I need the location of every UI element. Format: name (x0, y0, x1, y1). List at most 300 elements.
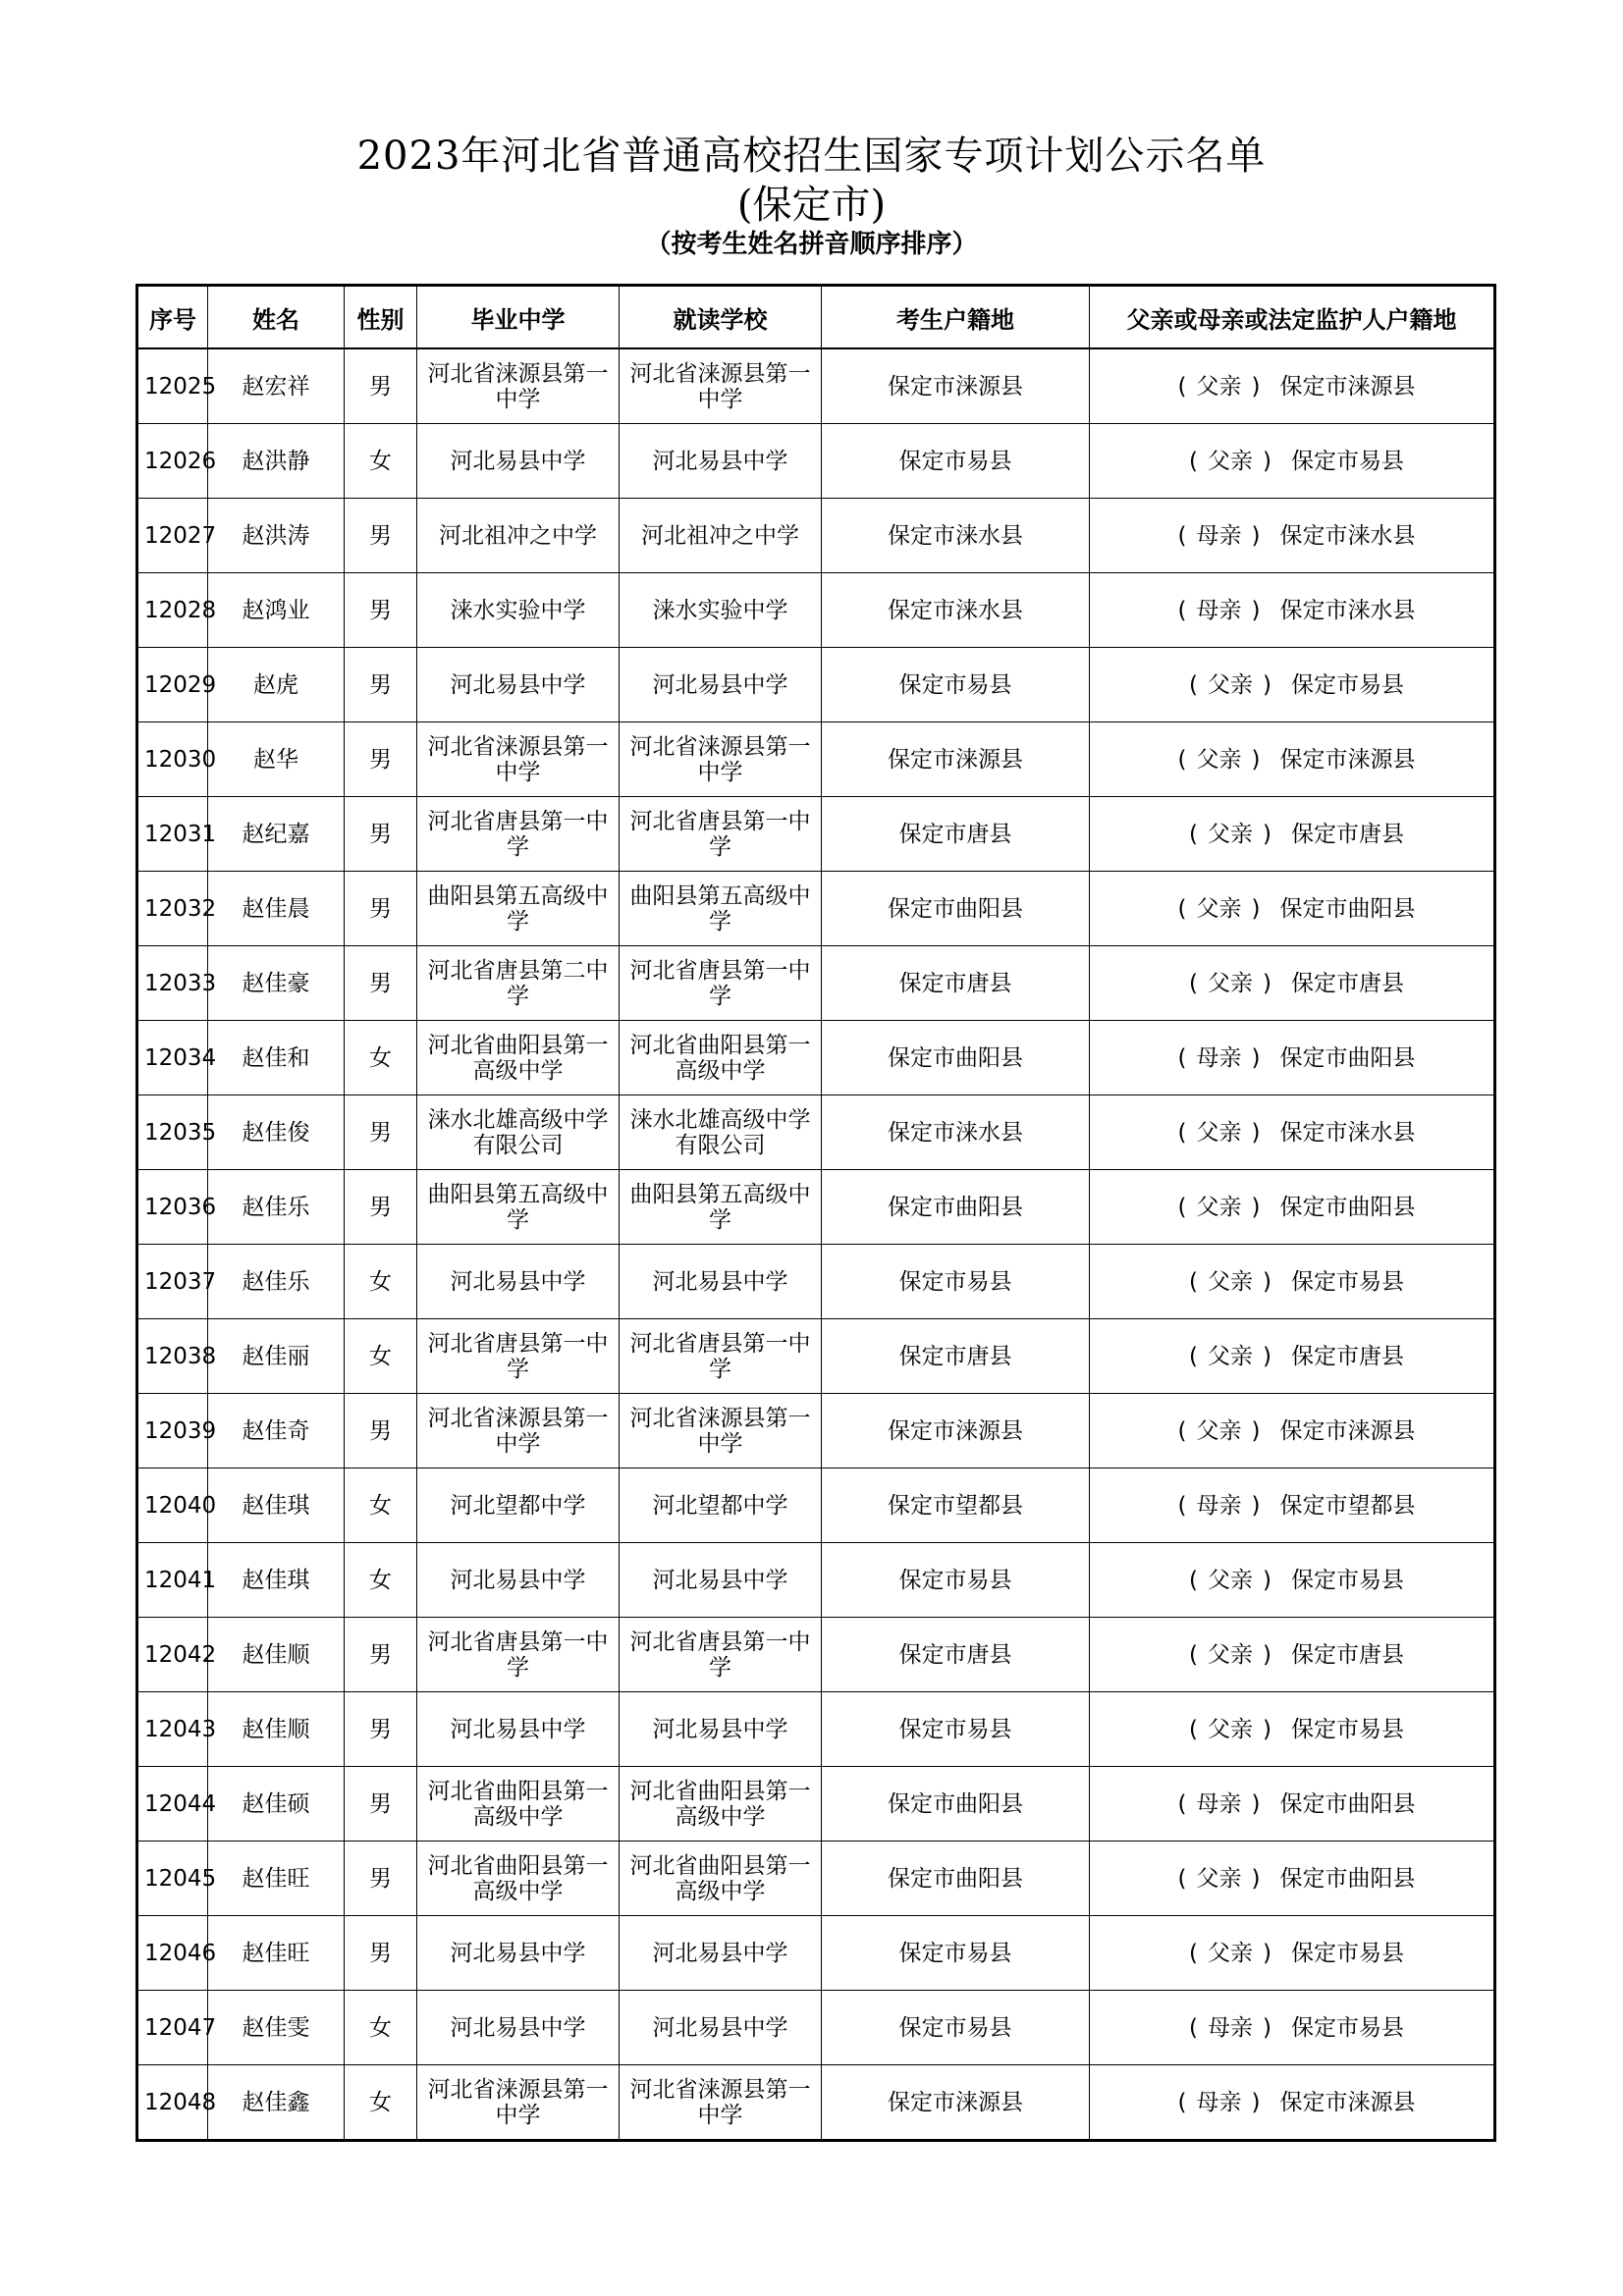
paren-open: ( (1177, 522, 1187, 549)
cell-guardian-residence (1090, 1618, 1495, 1692)
cell-gender: 男 (345, 1842, 417, 1916)
guardian-relation (1168, 1418, 1271, 1444)
cell-no: 12027 (137, 499, 208, 573)
cell-grad-school: 涞水北雄高级中学有限公司 (417, 1095, 620, 1170)
cell-no: 12047 (137, 1991, 208, 2065)
cell-residence: 保定市唐县 (822, 1618, 1090, 1692)
cell-name: 赵洪涛 (208, 499, 345, 573)
header-residence: 考生户籍地 (822, 286, 1090, 349)
table-row (137, 722, 1495, 797)
guardian-relation (1168, 1791, 1271, 1817)
guardian-relation (1179, 1269, 1281, 1295)
guardian-relation-label: 父亲 (1196, 895, 1242, 922)
table-row (137, 348, 1495, 424)
cell-study-school: 河北省曲阳县第一高级中学 (620, 1842, 822, 1916)
guardian-relation-label: 父亲 (1196, 373, 1242, 400)
guardian-residence-label: 保定市唐县 (1290, 970, 1404, 996)
cell-guardian-residence (1090, 722, 1495, 797)
cell-study-school: 河北省涞源县第一中学 (620, 2065, 822, 2141)
cell-residence: 保定市涞水县 (822, 1095, 1090, 1170)
cell-grad-school: 曲阳县第五高级中学 (417, 1170, 620, 1245)
guardian-residence-label: 保定市涞源县 (1279, 2089, 1416, 2115)
guardian-residence-label: 保定市易县 (1290, 671, 1404, 698)
paren-open: ( (1189, 1343, 1198, 1369)
cell-guardian-residence (1090, 424, 1495, 499)
guardian-relation-label: 父亲 (1208, 1567, 1253, 1593)
cell-gender: 男 (345, 573, 417, 648)
paren-close: ) (1251, 1417, 1261, 1444)
header-guardian-residence: 父亲或母亲或法定监护人户籍地 (1090, 286, 1495, 349)
guardian-relation-label: 母亲 (1196, 2089, 1242, 2115)
guardian-relation (1179, 2015, 1281, 2041)
guardian-relation-label: 父亲 (1208, 1268, 1253, 1295)
cell-no: 12025 (137, 348, 208, 424)
cell-name: 赵佳丽 (208, 1319, 345, 1394)
cell-name: 赵鸿业 (208, 573, 345, 648)
cell-guardian-residence (1090, 1767, 1495, 1842)
cell-residence: 保定市易县 (822, 424, 1090, 499)
paren-close: ) (1263, 1268, 1271, 1295)
guardian-relation-label: 父亲 (1208, 1641, 1253, 1668)
paren-close: ) (1251, 1865, 1261, 1892)
cell-residence: 保定市易县 (822, 1916, 1090, 1991)
cell-grad-school: 河北省唐县第二中学 (417, 946, 620, 1021)
guardian-relation (1179, 1717, 1281, 1742)
paren-close: ) (1263, 671, 1271, 698)
cell-grad-school: 河北省唐县第一中学 (417, 1618, 620, 1692)
cell-grad-school: 河北易县中学 (417, 1245, 620, 1319)
cell-no: 12037 (137, 1245, 208, 1319)
guardian-relation-label: 父亲 (1208, 448, 1253, 474)
cell-no: 12045 (137, 1842, 208, 1916)
guardian-residence-label: 保定市曲阳县 (1279, 895, 1416, 922)
table-row (137, 648, 1495, 722)
guardian-residence-label: 保定市唐县 (1290, 821, 1404, 847)
guardian-relation (1168, 1866, 1271, 1892)
cell-gender: 女 (345, 2065, 417, 2141)
table-row (137, 1991, 1495, 2065)
paren-open: ( (1177, 1865, 1187, 1892)
cell-no: 12046 (137, 1916, 208, 1991)
guardian-relation-label: 父亲 (1208, 1940, 1253, 1966)
guardian-relation (1168, 374, 1271, 400)
table-row (137, 1095, 1495, 1170)
cell-grad-school: 河北省涞源县第一中学 (417, 1394, 620, 1468)
cell-residence: 保定市曲阳县 (822, 1021, 1090, 1095)
cell-guardian-residence (1090, 1319, 1495, 1394)
guardian-relation (1179, 1568, 1281, 1593)
cell-study-school: 河北省唐县第一中学 (620, 797, 822, 872)
paren-open: ( (1177, 597, 1187, 623)
cell-grad-school: 河北祖冲之中学 (417, 499, 620, 573)
document-subtitle-city: (保定市) (736, 183, 887, 228)
guardian-relation (1168, 896, 1271, 922)
cell-grad-school: 河北易县中学 (417, 1991, 620, 2065)
guardian-relation-label: 父亲 (1196, 1194, 1242, 1220)
paren-close: ) (1251, 373, 1261, 400)
table-row (137, 1692, 1495, 1767)
guardian-residence-label: 保定市曲阳县 (1279, 1865, 1416, 1892)
header-row (137, 286, 1495, 349)
guardian-relation-label: 父亲 (1208, 1343, 1253, 1369)
table-row (137, 1170, 1495, 1245)
guardian-relation-label: 母亲 (1196, 1790, 1242, 1817)
table-row (137, 1767, 1495, 1842)
cell-no: 12033 (137, 946, 208, 1021)
cell-guardian-residence (1090, 1245, 1495, 1319)
paren-close: ) (1251, 1044, 1261, 1071)
cell-grad-school: 河北易县中学 (417, 648, 620, 722)
cell-name: 赵佳晨 (208, 872, 345, 946)
cell-residence: 保定市涞源县 (822, 348, 1090, 424)
cell-study-school: 河北省唐县第一中学 (620, 1618, 822, 1692)
cell-no: 12043 (137, 1692, 208, 1767)
paren-close: ) (1251, 1194, 1261, 1220)
paren-open: ( (1177, 1119, 1187, 1146)
cell-guardian-residence (1090, 1095, 1495, 1170)
cell-gender: 男 (345, 872, 417, 946)
cell-grad-school: 河北省唐县第一中学 (417, 797, 620, 872)
table-row (137, 1394, 1495, 1468)
cell-gender: 男 (345, 1692, 417, 1767)
paren-open: ( (1189, 1567, 1198, 1593)
paren-close: ) (1251, 1790, 1261, 1817)
cell-grad-school: 河北省曲阳县第一高级中学 (417, 1842, 620, 1916)
paren-open: ( (1189, 1641, 1198, 1668)
cell-name: 赵佳旺 (208, 1842, 345, 1916)
table-row (137, 1842, 1495, 1916)
paren-close: ) (1263, 970, 1271, 996)
cell-gender: 男 (345, 1767, 417, 1842)
cell-guardian-residence (1090, 1468, 1495, 1543)
guardian-relation-label: 母亲 (1196, 522, 1242, 549)
table-row (137, 872, 1495, 946)
cell-guardian-residence (1090, 573, 1495, 648)
cell-residence: 保定市曲阳县 (822, 1170, 1090, 1245)
guardian-relation (1179, 1344, 1281, 1369)
cell-gender: 男 (345, 797, 417, 872)
cell-gender: 男 (345, 348, 417, 424)
cell-guardian-residence (1090, 1991, 1495, 2065)
cell-residence: 保定市易县 (822, 1245, 1090, 1319)
cell-study-school: 河北易县中学 (620, 1543, 822, 1618)
cell-study-school: 河北易县中学 (620, 1692, 822, 1767)
header-gender: 性别 (345, 286, 417, 349)
guardian-relation (1168, 747, 1271, 773)
guardian-residence-label: 保定市涞源县 (1279, 746, 1416, 773)
paren-open: ( (1177, 1194, 1187, 1220)
cell-gender: 男 (345, 1394, 417, 1468)
cell-study-school: 河北省唐县第一中学 (620, 1319, 822, 1394)
cell-name: 赵洪静 (208, 424, 345, 499)
cell-guardian-residence (1090, 499, 1495, 573)
cell-guardian-residence (1090, 648, 1495, 722)
paren-open: ( (1189, 821, 1198, 847)
document-sort-note: （按考生姓名拼音顺序排序） (645, 230, 978, 259)
cell-gender: 女 (345, 424, 417, 499)
guardian-residence-label: 保定市涞源县 (1279, 1417, 1416, 1444)
paren-close: ) (1263, 1567, 1271, 1593)
paren-close: ) (1263, 448, 1271, 474)
cell-study-school: 涞水实验中学 (620, 573, 822, 648)
guardian-relation-label: 父亲 (1196, 1865, 1242, 1892)
paren-close: ) (1251, 597, 1261, 623)
guardian-residence-label: 保定市易县 (1290, 2014, 1404, 2041)
cell-guardian-residence (1090, 2065, 1495, 2141)
guardian-relation-label: 父亲 (1196, 1417, 1242, 1444)
cell-study-school: 河北望都中学 (620, 1468, 822, 1543)
cell-no: 12040 (137, 1468, 208, 1543)
cell-grad-school: 河北省涞源县第一中学 (417, 348, 620, 424)
cell-no: 12026 (137, 424, 208, 499)
guardian-residence-label: 保定市涞水县 (1279, 597, 1416, 623)
cell-gender: 女 (345, 1991, 417, 2065)
cell-gender: 男 (345, 946, 417, 1021)
cell-gender: 女 (345, 1468, 417, 1543)
cell-study-school: 河北祖冲之中学 (620, 499, 822, 573)
guardian-residence-label: 保定市曲阳县 (1279, 1790, 1416, 1817)
guardian-residence-label: 保定市曲阳县 (1279, 1044, 1416, 1071)
cell-name: 赵佳俊 (208, 1095, 345, 1170)
cell-grad-school: 河北易县中学 (417, 1543, 620, 1618)
table-row (137, 1916, 1495, 1991)
cell-study-school: 河北省曲阳县第一高级中学 (620, 1767, 822, 1842)
paren-open: ( (1189, 2014, 1198, 2041)
cell-study-school: 河北易县中学 (620, 1916, 822, 1991)
guardian-residence-label: 保定市易县 (1290, 448, 1404, 474)
cell-guardian-residence (1090, 1916, 1495, 1991)
cell-grad-school: 河北省唐县第一中学 (417, 1319, 620, 1394)
table-header (137, 286, 1495, 349)
cell-study-school: 河北省涞源县第一中学 (620, 722, 822, 797)
paren-close: ) (1251, 746, 1261, 773)
guardian-residence-label: 保定市曲阳县 (1279, 1194, 1416, 1220)
cell-grad-school: 曲阳县第五高级中学 (417, 872, 620, 946)
paren-open: ( (1189, 448, 1198, 474)
paren-open: ( (1177, 1417, 1187, 1444)
cell-guardian-residence (1090, 1543, 1495, 1618)
cell-residence: 保定市涞水县 (822, 573, 1090, 648)
cell-grad-school: 涞水实验中学 (417, 573, 620, 648)
cell-study-school: 河北省涞源县第一中学 (620, 348, 822, 424)
cell-residence: 保定市易县 (822, 1692, 1090, 1767)
cell-no: 12031 (137, 797, 208, 872)
cell-residence: 保定市易县 (822, 1543, 1090, 1618)
guardian-relation-label: 父亲 (1208, 821, 1253, 847)
cell-residence: 保定市曲阳县 (822, 1842, 1090, 1916)
guardian-relation (1168, 1120, 1271, 1146)
cell-study-school: 河北易县中学 (620, 1245, 822, 1319)
header-grad-school: 毕业中学 (417, 286, 620, 349)
cell-name: 赵佳乐 (208, 1170, 345, 1245)
cell-grad-school: 河北易县中学 (417, 424, 620, 499)
cell-guardian-residence (1090, 1842, 1495, 1916)
cell-study-school: 河北省涞源县第一中学 (620, 1394, 822, 1468)
paren-open: ( (1177, 895, 1187, 922)
guardian-relation-label: 父亲 (1196, 1119, 1242, 1146)
guardian-relation-label: 母亲 (1196, 1044, 1242, 1071)
guardian-relation (1168, 1045, 1271, 1071)
cell-no: 12048 (137, 2065, 208, 2141)
cell-guardian-residence (1090, 1170, 1495, 1245)
guardian-relation (1168, 2090, 1271, 2115)
cell-no: 12039 (137, 1394, 208, 1468)
cell-no: 12041 (137, 1543, 208, 1618)
table-row (137, 1543, 1495, 1618)
cell-name: 赵虎 (208, 648, 345, 722)
guardian-residence-label: 保定市易县 (1290, 1567, 1404, 1593)
cell-gender: 女 (345, 1245, 417, 1319)
cell-residence: 保定市唐县 (822, 1319, 1090, 1394)
cell-guardian-residence (1090, 1394, 1495, 1468)
cell-name: 赵佳鑫 (208, 2065, 345, 2141)
cell-gender: 女 (345, 1543, 417, 1618)
cell-name: 赵佳雯 (208, 1991, 345, 2065)
paren-open: ( (1177, 373, 1187, 400)
cell-residence: 保定市易县 (822, 1991, 1090, 2065)
cell-residence: 保定市唐县 (822, 797, 1090, 872)
paren-close: ) (1263, 1716, 1271, 1742)
cell-gender: 男 (345, 648, 417, 722)
table-row (137, 1245, 1495, 1319)
guardian-residence-label: 保定市唐县 (1290, 1641, 1404, 1668)
cell-grad-school: 河北易县中学 (417, 1692, 620, 1767)
cell-guardian-residence (1090, 872, 1495, 946)
cell-name: 赵佳乐 (208, 1245, 345, 1319)
header-no: 序号 (137, 286, 208, 349)
paren-open: ( (1177, 746, 1187, 773)
cell-gender: 男 (345, 1618, 417, 1692)
cell-gender: 男 (345, 1170, 417, 1245)
table-row (137, 2065, 1495, 2141)
cell-grad-school: 河北省曲阳县第一高级中学 (417, 1767, 620, 1842)
table-row (137, 1468, 1495, 1543)
guardian-relation-label: 父亲 (1208, 970, 1253, 996)
cell-no: 12034 (137, 1021, 208, 1095)
cell-study-school: 曲阳县第五高级中学 (620, 1170, 822, 1245)
table-row (137, 1021, 1495, 1095)
guardian-relation (1179, 1642, 1281, 1668)
cell-no: 12029 (137, 648, 208, 722)
guardian-residence-label: 保定市涞源县 (1279, 373, 1416, 400)
guardian-residence-label: 保定市涞水县 (1279, 1119, 1416, 1146)
cell-residence: 保定市涞水县 (822, 499, 1090, 573)
cell-no: 12030 (137, 722, 208, 797)
cell-study-school: 河北易县中学 (620, 648, 822, 722)
paren-open: ( (1189, 1940, 1198, 1966)
cell-residence: 保定市曲阳县 (822, 1767, 1090, 1842)
cell-study-school: 河北省曲阳县第一高级中学 (620, 1021, 822, 1095)
cell-guardian-residence (1090, 797, 1495, 872)
cell-study-school: 曲阳县第五高级中学 (620, 872, 822, 946)
cell-guardian-residence (1090, 1692, 1495, 1767)
cell-residence: 保定市望都县 (822, 1468, 1090, 1543)
cell-no: 12028 (137, 573, 208, 648)
cell-guardian-residence (1090, 946, 1495, 1021)
cell-guardian-residence (1090, 348, 1495, 424)
paren-open: ( (1189, 970, 1198, 996)
guardian-relation-label: 父亲 (1208, 671, 1253, 698)
table-row (137, 946, 1495, 1021)
cell-residence: 保定市涞源县 (822, 2065, 1090, 2141)
guardian-relation (1168, 598, 1271, 623)
admission-list-table (135, 284, 1496, 2142)
table-row (137, 424, 1495, 499)
guardian-relation (1179, 449, 1281, 474)
cell-name: 赵佳琪 (208, 1543, 345, 1618)
paren-close: ) (1251, 895, 1261, 922)
cell-gender: 女 (345, 1319, 417, 1394)
cell-guardian-residence (1090, 1021, 1495, 1095)
paren-close: ) (1251, 1119, 1261, 1146)
cell-no: 12038 (137, 1319, 208, 1394)
guardian-residence-label: 保定市唐县 (1290, 1343, 1404, 1369)
guardian-relation-label: 父亲 (1196, 746, 1242, 773)
cell-name: 赵佳顺 (208, 1692, 345, 1767)
cell-gender: 男 (345, 722, 417, 797)
cell-name: 赵佳豪 (208, 946, 345, 1021)
cell-gender: 女 (345, 1021, 417, 1095)
guardian-relation-label: 母亲 (1196, 597, 1242, 623)
guardian-relation-label: 母亲 (1208, 2014, 1253, 2041)
cell-no: 12042 (137, 1618, 208, 1692)
cell-grad-school: 河北望都中学 (417, 1468, 620, 1543)
paren-close: ) (1263, 821, 1271, 847)
guardian-relation-label: 父亲 (1208, 1716, 1253, 1742)
cell-residence: 保定市易县 (822, 648, 1090, 722)
paren-open: ( (1177, 1044, 1187, 1071)
cell-gender: 男 (345, 499, 417, 573)
guardian-relation (1179, 822, 1281, 847)
table-body (137, 348, 1495, 2141)
paren-close: ) (1251, 2089, 1261, 2115)
cell-study-school: 河北易县中学 (620, 424, 822, 499)
header-name: 姓名 (208, 286, 345, 349)
guardian-residence-label: 保定市易县 (1290, 1940, 1404, 1966)
cell-name: 赵佳硕 (208, 1767, 345, 1842)
guardian-residence-label: 保定市望都县 (1279, 1492, 1416, 1519)
paren-open: ( (1177, 1790, 1187, 1817)
table-row (137, 1319, 1495, 1394)
paren-close: ) (1263, 2014, 1271, 2041)
paren-close: ) (1263, 1940, 1271, 1966)
paren-close: ) (1251, 1492, 1261, 1519)
guardian-residence-label: 保定市涞水县 (1279, 522, 1416, 549)
cell-grad-school: 河北省涞源县第一中学 (417, 2065, 620, 2141)
cell-name: 赵宏祥 (208, 348, 345, 424)
guardian-relation (1168, 523, 1271, 549)
guardian-residence-label: 保定市易县 (1290, 1268, 1404, 1295)
guardian-relation (1179, 672, 1281, 698)
cell-name: 赵佳琪 (208, 1468, 345, 1543)
cell-no: 12036 (137, 1170, 208, 1245)
cell-gender: 男 (345, 1916, 417, 1991)
paren-open: ( (1189, 1716, 1198, 1742)
cell-study-school: 河北易县中学 (620, 1991, 822, 2065)
paren-open: ( (1189, 1268, 1198, 1295)
cell-study-school: 河北省唐县第一中学 (620, 946, 822, 1021)
guardian-residence-label: 保定市易县 (1290, 1716, 1404, 1742)
document-title: 2023年河北省普通高校招生国家专项计划公示名单 (356, 133, 1267, 179)
paren-close: ) (1263, 1641, 1271, 1668)
guardian-relation-label: 母亲 (1196, 1492, 1242, 1519)
paren-open: ( (1177, 2089, 1187, 2115)
cell-name: 赵佳奇 (208, 1394, 345, 1468)
cell-name: 赵华 (208, 722, 345, 797)
table-row (137, 499, 1495, 573)
guardian-relation (1168, 1493, 1271, 1519)
paren-close: ) (1263, 1343, 1271, 1369)
